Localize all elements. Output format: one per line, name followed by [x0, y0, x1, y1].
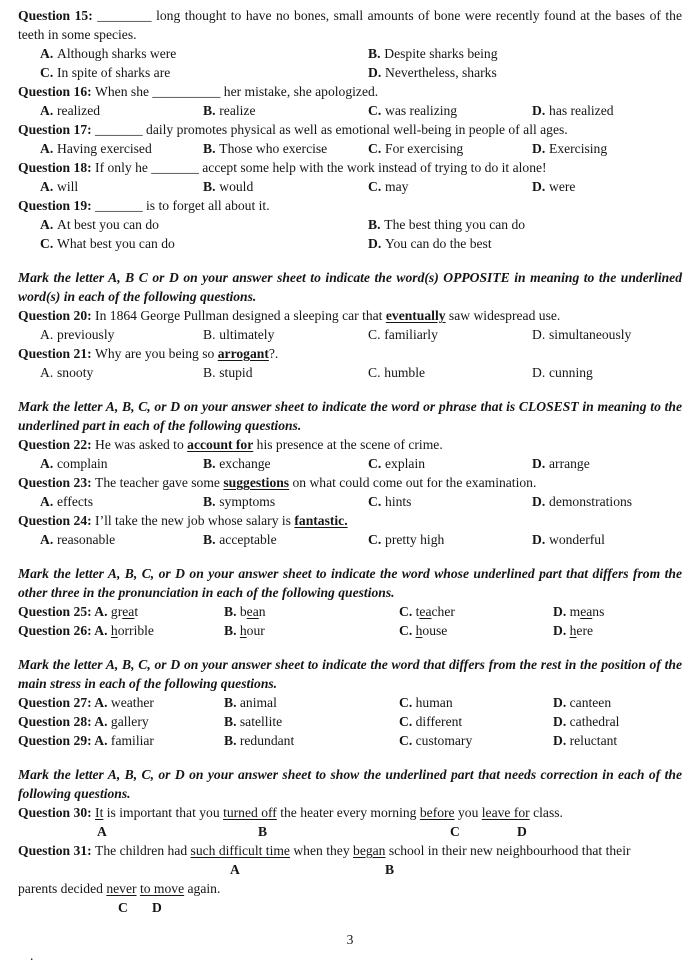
question-21-stem: Question 21: Why are you being so arrogant?.: [18, 346, 279, 361]
question-label-and-option: Question 29: A. familiar: [18, 733, 154, 748]
section-header-opposite: Mark the letter A, B C or D on your answer sheet to indicate the word(s) OPPOSITE in meaning to the underlined word(s) in each of the following questions.: [18, 270, 682, 304]
option-text: pretty high: [385, 532, 445, 547]
option-text: acceptable: [219, 532, 277, 547]
question-30-correction-letters: [18, 822, 682, 841]
question-23-stem: Question 23: The teacher gave some suggestions on what could come out for the examination.: [18, 475, 537, 490]
option-letter: D.: [368, 65, 382, 80]
option-letter: C.: [368, 141, 382, 156]
question-31-correction-letters-1: [18, 860, 682, 879]
option-letter: A.: [40, 365, 54, 380]
question-31-stem-line1: Question 31: The children had such difficult time when they began school in their new neighbourhood that their: [18, 843, 631, 858]
option-text: may: [385, 179, 409, 194]
correction-letter-D: D: [517, 824, 527, 839]
section-header-pronunciation: Mark the letter A, B, C, or D on your answer sheet to indicate the word whose underlined part that differs from the other three in the pronunciation in each of the following questions.: [18, 566, 682, 600]
option: C. teacher: [399, 604, 455, 619]
option: [203, 101, 368, 120]
option-text: wonderful: [549, 532, 605, 547]
option: B. satellite: [224, 714, 283, 729]
option-text: Having exercised: [57, 141, 152, 156]
option-letter: D.: [532, 494, 546, 509]
option-text: Nevertheless, sharks: [385, 65, 497, 80]
option-letter: A.: [40, 494, 54, 509]
option-letter: C.: [40, 65, 54, 80]
option-letter: D.: [532, 179, 546, 194]
option: [40, 325, 203, 344]
question-22-options: [40, 454, 682, 473]
correction-letter-B: B: [258, 824, 268, 839]
option-text: The best thing you can do: [384, 217, 526, 232]
question-18-stem: Question 18: If only he _______ accept some help with the work instead of trying to do it alone!: [18, 160, 547, 175]
question-label-and-option: Question 28: A. gallery: [18, 714, 149, 729]
option-letter: D.: [532, 365, 546, 380]
correction-letter-C: C: [450, 824, 460, 839]
option: [368, 101, 532, 120]
question-22-stem: Question 22: He was asked to account for his presence at the scene of crime.: [18, 437, 443, 452]
option: [40, 63, 368, 82]
question-17-stem: Question 17: _______ daily promotes physical as well as emotional well-being in people of all ages.: [18, 122, 568, 137]
option-letter: D.: [532, 141, 546, 156]
option-letter: A.: [40, 179, 54, 194]
section-header-closest: Mark the letter A, B, C, or D on your answer sheet to indicate the word or phrase that is CLOSEST in meaning to the underlined part in each of the following questions.: [18, 399, 682, 433]
option: [40, 363, 203, 382]
option-letter: B.: [203, 103, 216, 118]
option: [40, 44, 368, 63]
option: [368, 492, 532, 511]
option-letter: C.: [368, 532, 382, 547]
option-letter: B.: [203, 494, 216, 509]
option: D. canteen: [553, 695, 612, 710]
option-letter: C.: [368, 179, 382, 194]
option-text: Those who exercise: [219, 141, 328, 156]
option: [368, 63, 682, 82]
option-text: previously: [57, 327, 115, 342]
option: [40, 454, 203, 473]
option-letter: C.: [368, 456, 382, 471]
option-text: At best you can do: [57, 217, 159, 232]
option: [203, 530, 368, 549]
option-text: reasonable: [57, 532, 116, 547]
option-text: were: [549, 179, 576, 194]
option: [532, 177, 682, 196]
question-16-stem: Question 16: When she __________ her mistake, she apologized.: [18, 84, 379, 99]
question-31-stem-line2: parents decided never to move again.: [18, 881, 221, 896]
question-label-and-option: Question 25: A. great: [18, 604, 139, 619]
question-16-options: [40, 101, 682, 120]
option-letter: A.: [40, 327, 54, 342]
option-text: hints: [385, 494, 412, 509]
option-letter: B.: [368, 217, 381, 232]
option-text: symptoms: [219, 494, 276, 509]
option: [368, 234, 682, 253]
option-letter: B.: [203, 532, 216, 547]
correction-letter-D: D: [152, 900, 162, 915]
question-27-row: [18, 693, 682, 712]
option-letter: B.: [203, 456, 216, 471]
option: [368, 177, 532, 196]
option-text: Despite sharks being: [384, 46, 498, 61]
option: [368, 454, 532, 473]
option: B. animal: [224, 695, 277, 710]
option: D. reluctant: [553, 733, 618, 748]
section-header-correction: Mark the letter A, B, C, or D on your answer sheet to show the underlined part that needs correction in each of the following questions.: [18, 767, 682, 801]
option: B. hour: [224, 623, 265, 638]
option-letter: B.: [203, 179, 216, 194]
option-letter: D.: [532, 103, 546, 118]
option-text: For exercising: [385, 141, 464, 156]
option: [40, 101, 203, 120]
option: [40, 177, 203, 196]
question-20-options: [40, 325, 682, 344]
question-label-and-option: Question 27: A. weather: [18, 695, 154, 710]
option: [532, 530, 682, 549]
option-text: snooty: [57, 365, 94, 380]
correction-letter-C: C: [118, 900, 128, 915]
option-letter: B.: [368, 46, 381, 61]
option-text: demonstrations: [549, 494, 633, 509]
option: [203, 454, 368, 473]
question-29-row: [18, 731, 682, 750]
option: [203, 139, 368, 158]
question-17-options: [40, 139, 682, 158]
question-15-stem: Question 15: ________ long thought to have no bones, small amounts of bone were recently found at the bases of the teeth in some species.: [18, 8, 682, 42]
correction-letter-B: B: [385, 862, 395, 877]
option-text: ultimately: [219, 327, 275, 342]
option-letter: D.: [532, 456, 546, 471]
option-text: cunning: [549, 365, 593, 380]
stray-mark: .: [30, 948, 34, 963]
option-letter: C.: [368, 494, 382, 509]
option: D. cathedral: [553, 714, 620, 729]
option: [532, 139, 682, 158]
option-text: exchange: [219, 456, 271, 471]
option-letter: C.: [40, 236, 54, 251]
option-text: simultaneously: [549, 327, 632, 342]
question-label-and-option: Question 26: A. horrible: [18, 623, 154, 638]
option-letter: A.: [40, 103, 54, 118]
option-letter: B.: [203, 365, 216, 380]
option-text: effects: [57, 494, 93, 509]
question-26-row: [18, 621, 682, 640]
option-text: humble: [384, 365, 426, 380]
question-21-options: [40, 363, 682, 382]
option-text: realized: [57, 103, 101, 118]
page-number: 3: [346, 932, 354, 947]
option-text: realize: [219, 103, 256, 118]
option: C. human: [399, 695, 453, 710]
option-text: You can do the best: [385, 236, 492, 251]
question-19-options: [40, 215, 682, 253]
correction-letter-A: A: [230, 862, 240, 877]
question-24-options: [40, 530, 682, 549]
option: [368, 139, 532, 158]
option: [532, 363, 682, 382]
question-24-stem: Question 24: I’ll take the new job whose salary is fantastic.: [18, 513, 348, 528]
option-letter: B.: [203, 141, 216, 156]
question-15-options: [40, 44, 682, 82]
option: C. house: [399, 623, 448, 638]
question-19-stem: Question 19: _______ is to forget all about it.: [18, 198, 270, 213]
option: [368, 44, 682, 63]
option-text: In spite of sharks are: [57, 65, 171, 80]
option-text: stupid: [219, 365, 253, 380]
option: B. bean: [224, 604, 266, 619]
option: [203, 363, 368, 382]
option: [40, 530, 203, 549]
question-18-options: [40, 177, 682, 196]
question-25-row: [18, 602, 682, 621]
option-text: familiarly: [384, 327, 438, 342]
option-text: complain: [57, 456, 108, 471]
option: [40, 139, 203, 158]
option: [40, 234, 368, 253]
question-23-options: [40, 492, 682, 511]
question-28-row: [18, 712, 682, 731]
option: [203, 492, 368, 511]
option-text: Although sharks were: [57, 46, 177, 61]
option: [203, 325, 368, 344]
question-31-correction-letters-2: [18, 898, 682, 917]
option: [40, 215, 368, 234]
option: [532, 325, 682, 344]
option: D. means: [553, 604, 605, 619]
option: [532, 492, 682, 511]
option-text: was realizing: [385, 103, 458, 118]
option-letter: D.: [532, 532, 546, 547]
option-text: would: [219, 179, 254, 194]
option-text: explain: [385, 456, 426, 471]
option-letter: A.: [40, 532, 54, 547]
section-header-stress: Mark the letter A, B, C, or D on your answer sheet to indicate the word that differs from the rest in the position of the main stress in each of the following questions.: [18, 657, 682, 691]
option-letter: B.: [203, 327, 216, 342]
option-text: arrange: [549, 456, 590, 471]
option-letter: D.: [368, 236, 382, 251]
option: [368, 530, 532, 549]
option-letter: D.: [532, 327, 546, 342]
option-text: Exercising: [549, 141, 608, 156]
option: C. customary: [399, 733, 473, 748]
option: D. here: [553, 623, 594, 638]
option-letter: A.: [40, 141, 54, 156]
option: [532, 454, 682, 473]
option-text: will: [57, 179, 79, 194]
option-letter: A.: [40, 456, 54, 471]
option: [532, 101, 682, 120]
option-letter: C.: [368, 327, 381, 342]
option-letter: C.: [368, 103, 382, 118]
option: [368, 215, 682, 234]
question-30-stem: Question 30: It is important that you turned off the heater every morning before you leave for class.: [18, 805, 563, 820]
question-20-stem: Question 20: In 1864 George Pullman designed a sleeping car that eventually saw widespread use.: [18, 308, 561, 323]
option: [368, 363, 532, 382]
option-letter: A.: [40, 46, 54, 61]
option-letter: A.: [40, 217, 54, 232]
option-text: has realized: [549, 103, 614, 118]
option-letter: C.: [368, 365, 381, 380]
option: [40, 492, 203, 511]
option: [203, 177, 368, 196]
option: B. redundant: [224, 733, 295, 748]
correction-letter-A: A: [97, 824, 107, 839]
option-text: What best you can do: [57, 236, 175, 251]
option: [368, 325, 532, 344]
option: C. different: [399, 714, 463, 729]
